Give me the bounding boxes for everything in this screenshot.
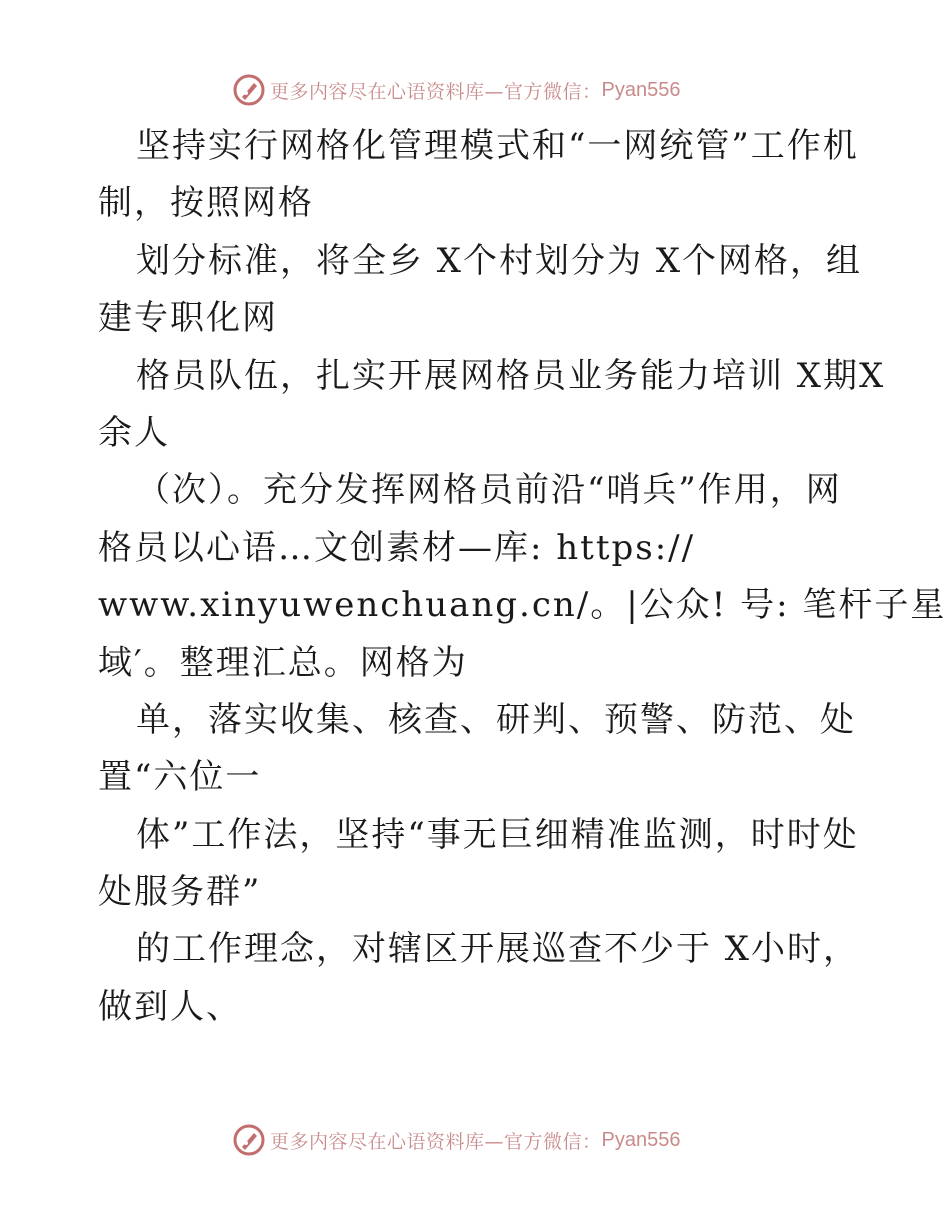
body-line: www.xinyuwenchuang.cn/。|公众! 号: 笔杆子星 [98,585,947,626]
body-line: 格员以心语…文创素材—库: https:// [98,527,696,568]
body-line: 域′。整理汇总。网格为 [98,642,468,683]
body-line: 制，按照网格 [98,183,314,224]
body-line: 做到人、 [98,986,242,1027]
body-line: 坚持实行网格化管理模式和“一网统管”工作机 [136,126,859,166]
body-line: 单，落实收集、核查、研判、预警、防范、处 [136,699,856,740]
pen-nib-logo-icon [232,73,266,107]
footer-banner-wechat-id: Pyan556 [601,1128,681,1151]
body-line: 建专职化网 [98,298,278,339]
body-line: 余人 [98,412,170,453]
document-body [98,118,947,1036]
body-line: 划分标准，将全乡 X个村划分为 X个网格，组 [136,240,863,281]
header-banner-wechat-id: Pyan556 [601,78,681,101]
body-line: （次）。充分发挥网格员前沿“哨兵”作用，网 [136,470,842,511]
body-line: 置“六位一 [98,757,262,798]
footer-banner-text: 更多内容尽在心语资料库—官方微信： [270,1130,602,1153]
footer-banner [232,1120,680,1160]
header-banner [232,70,680,110]
pen-nib-logo-icon [232,1123,266,1157]
body-line: 的工作理念，对辖区开展巡查不少于 X小时， [136,929,860,970]
body-line: 处服务群” [98,872,262,913]
body-line: 体”工作法，坚持“事无巨细精准监测，时时处 [136,814,859,855]
header-banner-text: 更多内容尽在心语资料库—官方微信： [270,80,602,103]
body-line: 格员队伍，扎实开展网格员业务能力培训 X期X [136,355,886,396]
